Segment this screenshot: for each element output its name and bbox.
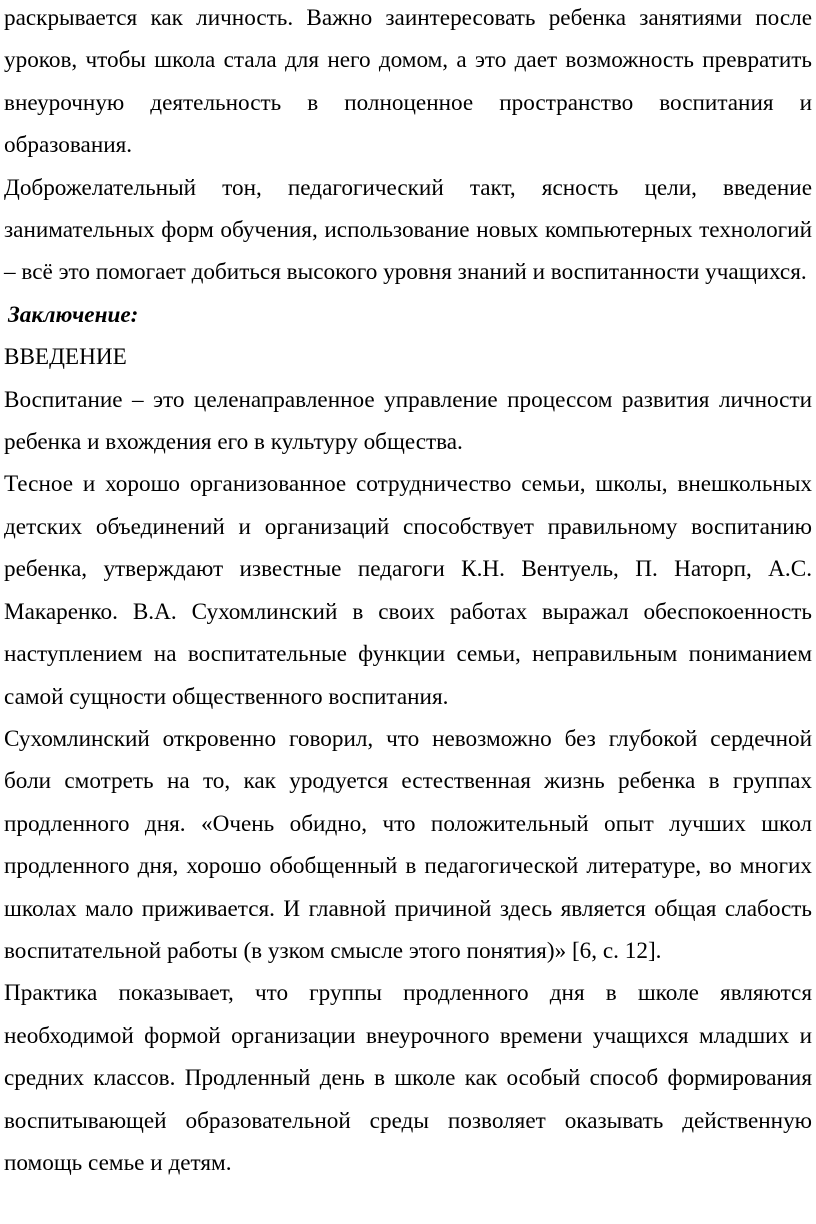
paragraph-practice: Практика показывает, что группы продленного дня в школе являются необходимой формой организации внеурочного времени учащихся младших и средних классов. Продленный день в школе как особый способ формирования воспитывающей образовательной среды позволяет оказывать действенную помощь семье и детям. (4, 980, 812, 1176)
paragraph-sukhomlinsky-quote: Сухомлинский откровенно говорил, что невозможно без глубокой сердечной боли смотреть на то, как уродуется естественная жизнь ребенка в группах продленного дня. «Очень обидно, что положительный опыт лучших школ продленного дня, хорошо обобщенный в педагогической литературе, во многих школах мало приживается. И главной причиной здесь является общая слабость воспитательной работы (в узком смысле этого понятия)» [6, с. 12]. (4, 725, 812, 964)
paragraph-cooperation: Тесное и хорошо организованное сотрудничество семьи, школы, внешкольных детских объединений и организаций способствует правильному воспитанию ребенка, утверждают известные педагоги К.Н. Вентуель, П. Наторп, А.С. Макаренко. В.А. Сухомлинский в своих работах выражал обеспокоенность наступлением на воспитательные функции семьи, неправильным пониманием самой сущности общественного воспитания. (4, 471, 812, 710)
paragraph-personality: раскрывается как личность. Важно заинтересовать ребенка занятиями после уроков, чтобы школа стала для него домом, а это дает возможность превратить внеурочную деятельность в полноценное пространство воспитания и образования. (4, 5, 812, 159)
paragraph-friendly-tone: Доброжелательный тон, педагогический такт, ясность цели, введение занимательных форм обучения, использование новых компьютерных технологий – всё это помогает добиться высокого уровня знаний и воспитанности учащихся. (4, 174, 812, 286)
intro-heading: ВВЕДЕНИЕ (4, 344, 127, 371)
paragraph-upbringing-definition: Воспитание – это целенаправленное управление процессом развития личности ребенка и вхождения его в культуру общества. (4, 386, 812, 456)
conclusion-heading: Заключение: (8, 301, 139, 328)
